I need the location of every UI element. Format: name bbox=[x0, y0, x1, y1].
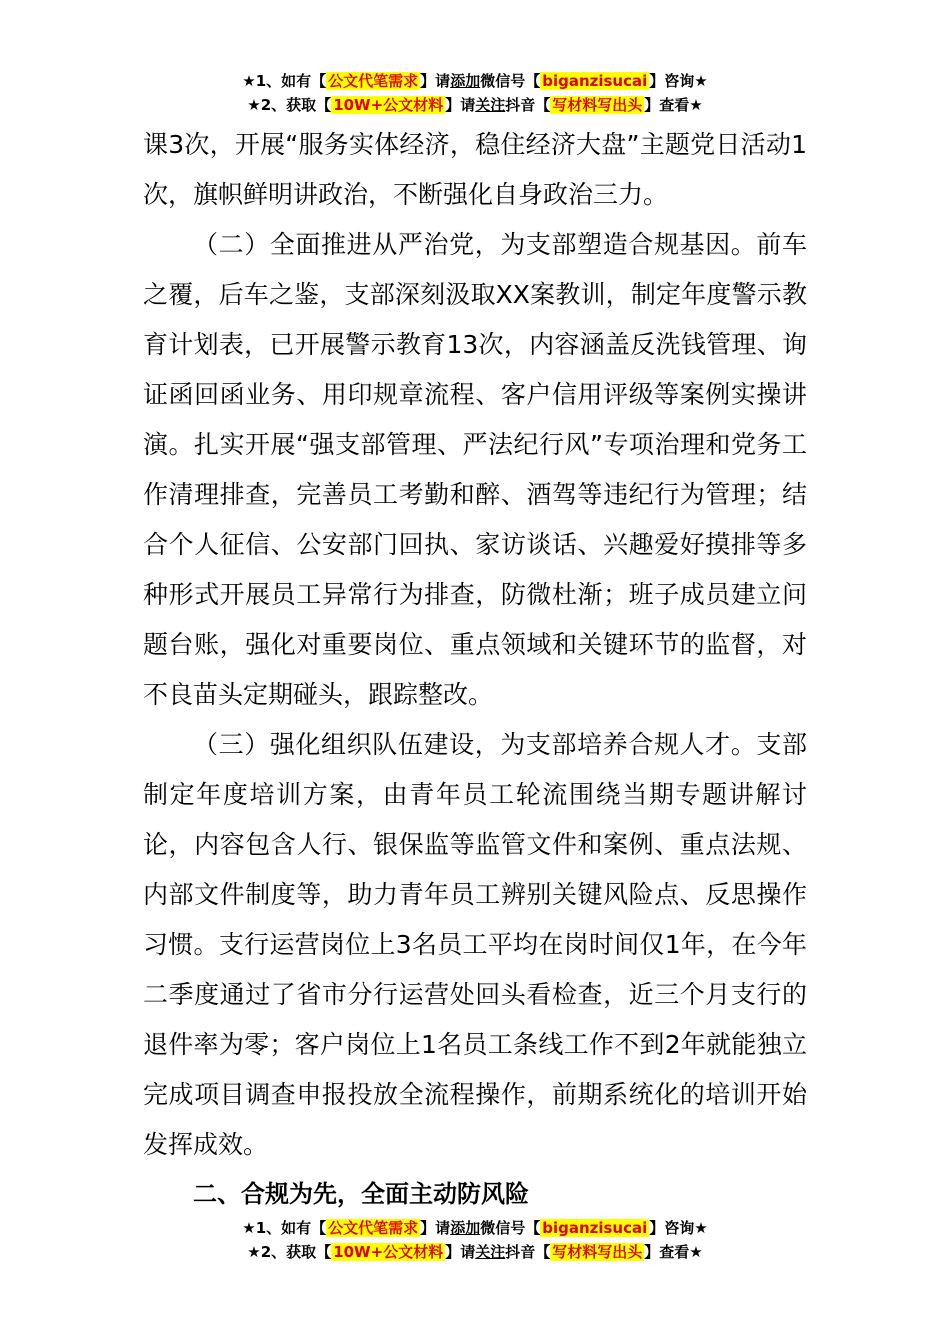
paragraph-section-2: （二）全面推进从严治党，为支部塑造合规基因。前车之覆，后车之鉴，支部深刻汲取XX案教训，制定年度警示教育计划表，已开展警示教育13次，内容涵盖反洗钱管理、询证函回函业务、用印规章流程、客户信用评级等案例实操讲演。扎实开展“强支部管理、严法纪行风”专项治理和党务工作清理排查，完善员工考勤和醉、酒驾等违纪行为管理；结合个人征信、公安部门回执、家访谈话、兴趣爱好摸排等多种形式开展员工异常行为排查，防微杜渐；班子成员建立问题台账，强化对重要岗位、重点领域和关键环节的监督，对不良苗头定期碰头，跟踪整改。 bbox=[143, 230, 807, 709]
banner-underline: 添加 bbox=[450, 72, 481, 90]
banner-highlight: 10W+公文材料 bbox=[333, 96, 444, 114]
banner-text: 抖音【 bbox=[505, 1243, 551, 1261]
banner-text: 】请 bbox=[445, 96, 476, 114]
section-heading: 二、合规为先，全面主动防风险 bbox=[193, 1180, 529, 1208]
banner-text: 】咨询★ bbox=[649, 72, 708, 90]
top-banner bbox=[0, 70, 950, 118]
bottom-banner bbox=[0, 1217, 950, 1265]
banner-highlight: 写材料写出头 bbox=[552, 1243, 643, 1261]
document-body bbox=[143, 120, 807, 1218]
banner-highlight: 写材料写出头 bbox=[552, 96, 643, 114]
banner-text: 】请 bbox=[420, 1219, 451, 1237]
banner-text: 】请 bbox=[420, 72, 451, 90]
banner-highlight: 公文代笔需求 bbox=[328, 72, 419, 90]
paragraph-section-3: （三）强化组织队伍建设，为支部培养合规人才。支部制定年度培训方案，由青年员工轮流围绕当期专题讲解讨论，内容包含人行、银保监等监管文件和案例、重点法规、内部文件制度等，助力青年员工辨别关键风险点、反思操作习惯。支行运营岗位上3名员工平均在岗时间仅1年，在今年二季度通过了省市分行运营处回头看检查，近三个月支行的退件率为零；客户岗位上1名员工条线工作不到2年就能独立完成项目调查申报投放全流程操作，前期系统化的培训开始发挥成效。 bbox=[143, 730, 807, 1159]
banner-line-2 bbox=[0, 1241, 950, 1265]
banner-text: 微信号【 bbox=[480, 72, 541, 90]
banner-underline: 关注 bbox=[475, 1243, 506, 1261]
banner-text: ★2、获取【 bbox=[247, 96, 332, 114]
banner-highlight: 公文代笔需求 bbox=[328, 1219, 419, 1237]
banner-text: 】查看★ bbox=[644, 96, 703, 114]
banner-text: 抖音【 bbox=[505, 96, 551, 114]
banner-text: 】咨询★ bbox=[649, 1219, 708, 1237]
banner-text: 微信号【 bbox=[480, 1219, 541, 1237]
banner-underline: 添加 bbox=[450, 1219, 481, 1237]
banner-text: 】请 bbox=[445, 1243, 476, 1261]
banner-text: ★1、如有【 bbox=[242, 72, 327, 90]
paragraph-continuation: 课3次，开展“服务实体经济，稳住经济大盘”主题党日活动1次，旗帜鲜明讲政治，不断强化自身政治三力。 bbox=[143, 130, 807, 209]
banner-text: 】查看★ bbox=[644, 1243, 703, 1261]
banner-text: ★2、获取【 bbox=[247, 1243, 332, 1261]
banner-line-1 bbox=[0, 70, 950, 94]
banner-text: ★1、如有【 bbox=[242, 1219, 327, 1237]
banner-line-2 bbox=[0, 94, 950, 118]
banner-highlight: biganzisucai bbox=[542, 72, 648, 90]
banner-line-1 bbox=[0, 1217, 950, 1241]
banner-underline: 关注 bbox=[475, 96, 506, 114]
banner-highlight: 10W+公文材料 bbox=[333, 1243, 444, 1261]
banner-highlight: biganzisucai bbox=[542, 1219, 648, 1237]
